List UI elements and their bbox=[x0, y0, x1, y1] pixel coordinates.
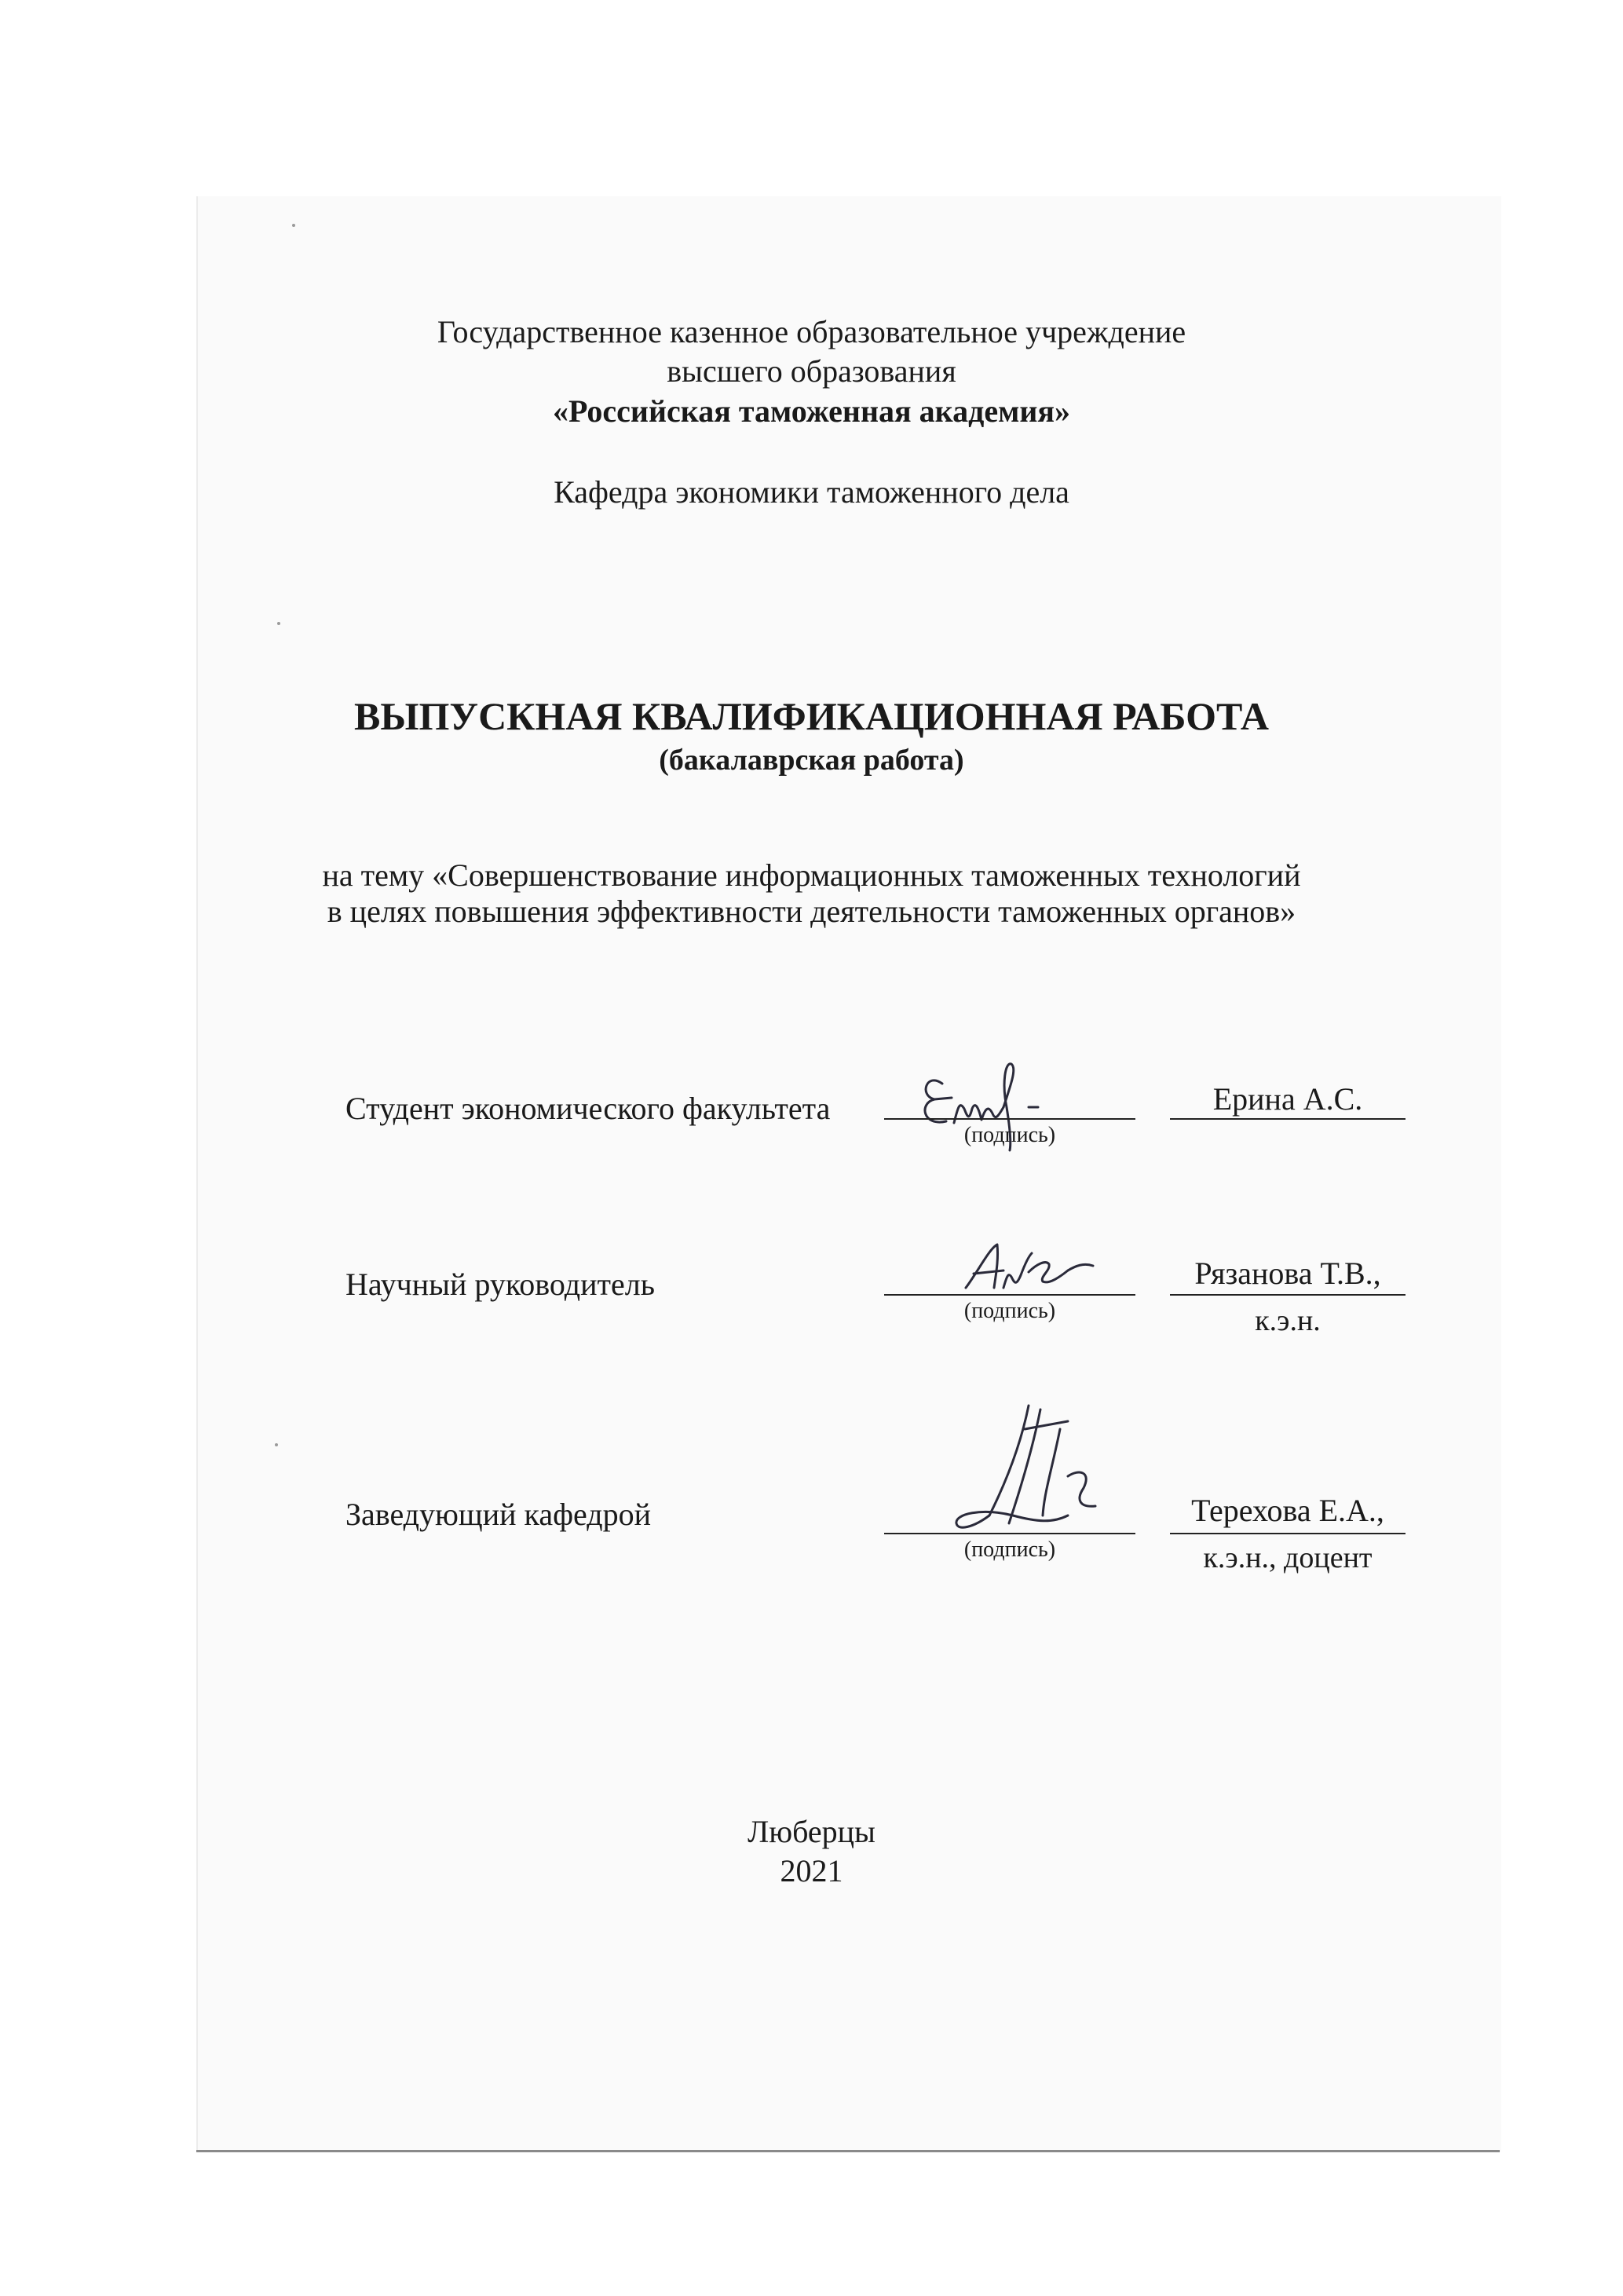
signatory-role: Заведующий кафедрой bbox=[345, 1497, 652, 1532]
head-signature bbox=[942, 1398, 1146, 1547]
institution-line-1: Государственное казенное образовательное учреждение bbox=[437, 314, 1186, 349]
document-subtitle: (бакалаврская работа) bbox=[659, 744, 964, 777]
signature-caption: (подпись) bbox=[963, 1123, 1056, 1147]
signatory-role: Научный руководитель bbox=[345, 1267, 655, 1302]
signatory-degree: к.э.н., доцент bbox=[1203, 1541, 1373, 1574]
name-underline bbox=[1170, 1294, 1406, 1296]
signature-row-supervisor bbox=[0, 1225, 1623, 1382]
institution-name: «Российская таможенная академия» bbox=[552, 393, 1071, 429]
signature-row-head bbox=[0, 1398, 1623, 1574]
topic-line-2: в целях повышения эффективности деятельности таможенных органов» bbox=[327, 894, 1296, 929]
sheet-bottom-edge bbox=[196, 2150, 1500, 2152]
year: 2021 bbox=[780, 1853, 843, 1888]
document-title: ВЫПУСКНАЯ КВАЛИФИКАЦИОННАЯ РАБОТА bbox=[354, 694, 1269, 738]
signature-line bbox=[884, 1533, 1135, 1534]
name-underline bbox=[1170, 1533, 1406, 1534]
scan-speck bbox=[277, 622, 280, 625]
signature-line bbox=[884, 1294, 1135, 1296]
scan-speck bbox=[292, 224, 295, 227]
signature-line bbox=[884, 1118, 1135, 1120]
department-name: Кафедра экономики таможенного дела bbox=[554, 474, 1069, 510]
institution-line-2: высшего образования bbox=[667, 353, 956, 389]
signatory-name: Ерина А.С. bbox=[1212, 1081, 1363, 1117]
signature-row-student bbox=[0, 1052, 1623, 1209]
name-underline bbox=[1170, 1118, 1406, 1120]
city: Люберцы bbox=[748, 1814, 875, 1849]
signature-caption: (подпись) bbox=[963, 1537, 1056, 1562]
topic-line-1: на тему «Совершенствование информационных таможенных технологий bbox=[322, 857, 1301, 893]
signatory-name: Терехова Е.А., bbox=[1191, 1493, 1384, 1528]
signatory-degree: к.э.н. bbox=[1255, 1304, 1321, 1337]
signatory-name: Рязанова Т.В., bbox=[1194, 1256, 1381, 1291]
signature-caption: (подпись) bbox=[963, 1299, 1056, 1323]
signatory-role: Студент экономического факультета bbox=[345, 1091, 831, 1126]
